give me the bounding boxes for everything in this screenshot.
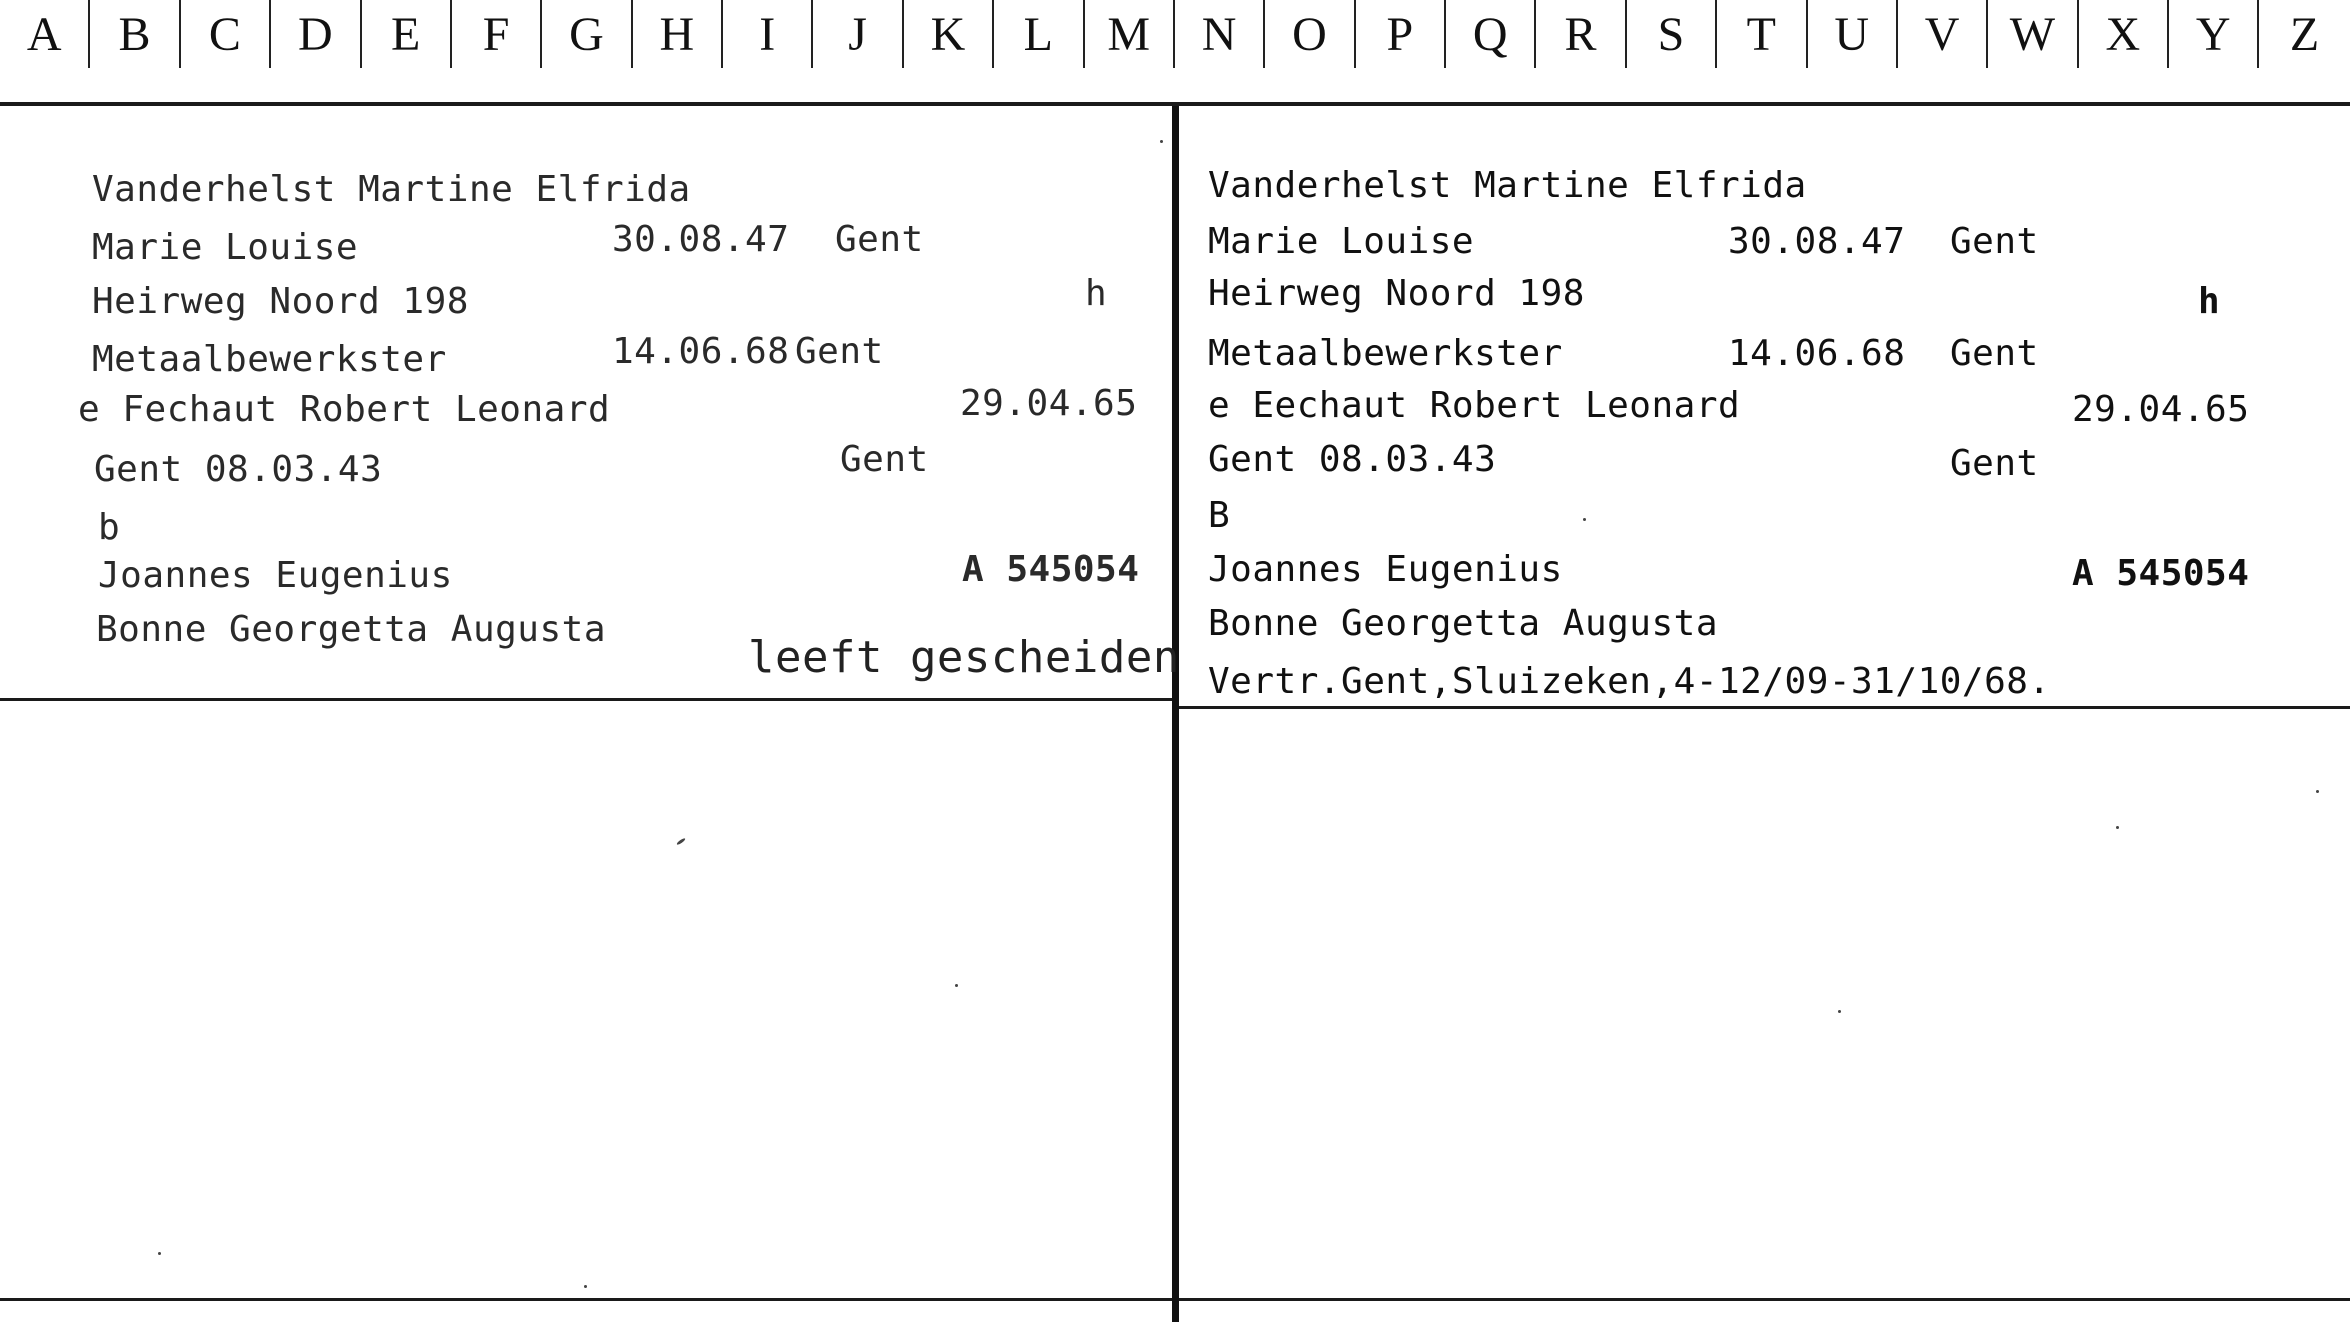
index-letter-e: E	[362, 0, 452, 68]
occupation-date: 14.06.68	[1728, 333, 1906, 374]
birth-place: Gent	[1950, 221, 2039, 262]
name-line: Vanderhelst Martine Elfrida	[1208, 165, 1807, 206]
status-stamp: leeft gescheiden	[748, 632, 1180, 683]
right-card-bottom-rule	[1179, 706, 2350, 709]
index-letter-f: F	[452, 0, 542, 68]
index-letter-u: U	[1808, 0, 1898, 68]
mark-b: B	[1208, 495, 1231, 536]
occupation-place: Gent	[1950, 333, 2039, 374]
left-card-bottom-rule	[0, 698, 1172, 701]
marriage-date: 29.04.65	[2072, 389, 2250, 430]
address: Heirweg Noord 198	[1208, 273, 1585, 314]
given-names: Marie Louise	[92, 227, 359, 268]
mark-h: h	[1085, 273, 1108, 314]
scan-speck	[1583, 518, 1586, 521]
index-letter-m: M	[1085, 0, 1175, 68]
spouse-name: e Fechaut Robert Leonard	[78, 389, 611, 430]
card-divider	[1172, 106, 1179, 1322]
index-letter-s: S	[1627, 0, 1717, 68]
scan-speck	[676, 837, 686, 845]
index-letter-d: D	[271, 0, 361, 68]
mark-b: b	[98, 507, 121, 548]
index-letter-x: X	[2079, 0, 2169, 68]
index-letter-t: T	[1717, 0, 1807, 68]
spouse-place: Gent	[1950, 443, 2039, 484]
id-number: A 545054	[962, 549, 1140, 590]
index-letter-v: V	[1898, 0, 1988, 68]
marriage-date: 29.04.65	[960, 383, 1138, 424]
spouse-name: e Eechaut Robert Leonard	[1208, 385, 1741, 426]
given-names: Marie Louise	[1208, 221, 1475, 262]
mother-name: Bonne Georgetta Augusta	[96, 609, 606, 650]
index-letter-z: Z	[2289, 7, 2320, 61]
spouse-birth: Gent 08.03.43	[94, 449, 383, 490]
index-letter-k: K	[904, 0, 994, 68]
birth-date: 30.08.47	[1728, 221, 1906, 262]
alphabet-index	[0, 0, 2350, 100]
id-number: A 545054	[2072, 553, 2250, 594]
index-letter-g: G	[542, 0, 632, 68]
birth-place: Gent	[835, 219, 924, 260]
father-name: Joannes Eugenius	[98, 555, 453, 596]
index-letter-q: Q	[1446, 0, 1536, 68]
occupation: Metaalbewerkster	[1208, 333, 1563, 374]
scan-speck	[584, 1285, 587, 1288]
index-letter-a: A	[0, 0, 90, 68]
index-letter-w: W	[1988, 0, 2078, 68]
occupation-date: 14.06.68	[612, 331, 790, 372]
index-letter-h: H	[633, 0, 723, 68]
index-letter-l: L	[994, 0, 1084, 68]
birth-date: 30.08.47	[612, 219, 790, 260]
index-letter-n: N	[1175, 0, 1265, 68]
mark-h: h	[2198, 281, 2221, 322]
left-lower-rule	[0, 1298, 1172, 1301]
index-letter-y: Y	[2169, 0, 2259, 68]
scan-speck	[1160, 140, 1163, 143]
residence-note: Vertr.Gent,Sluizeken,4-12/09-31/10/68.	[1208, 661, 2051, 702]
occupation-place: Gent	[795, 331, 884, 372]
spouse-birth: Gent 08.03.43	[1208, 439, 1497, 480]
father-name: Joannes Eugenius	[1208, 549, 1563, 590]
scan-speck	[955, 984, 958, 987]
index-letter-j: J	[813, 0, 903, 68]
address: Heirweg Noord 198	[92, 281, 469, 322]
mother-name: Bonne Georgetta Augusta	[1208, 603, 1718, 644]
index-letter-o: O	[1265, 0, 1355, 68]
index-letter-b: B	[90, 0, 180, 68]
index-letter-c: C	[181, 0, 271, 68]
name-line: Vanderhelst Martine Elfrida	[92, 169, 691, 210]
scan-speck	[2316, 790, 2319, 793]
index-letter-i: I	[723, 0, 813, 68]
scan-speck	[158, 1252, 161, 1255]
occupation: Metaalbewerkster	[92, 339, 447, 380]
index-letter-p: P	[1356, 0, 1446, 68]
scan-speck	[1838, 1010, 1841, 1013]
right-lower-rule	[1179, 1298, 2350, 1301]
spouse-place: Gent	[840, 439, 929, 480]
index-letter-r: R	[1536, 0, 1626, 68]
scan-speck	[2116, 826, 2119, 829]
